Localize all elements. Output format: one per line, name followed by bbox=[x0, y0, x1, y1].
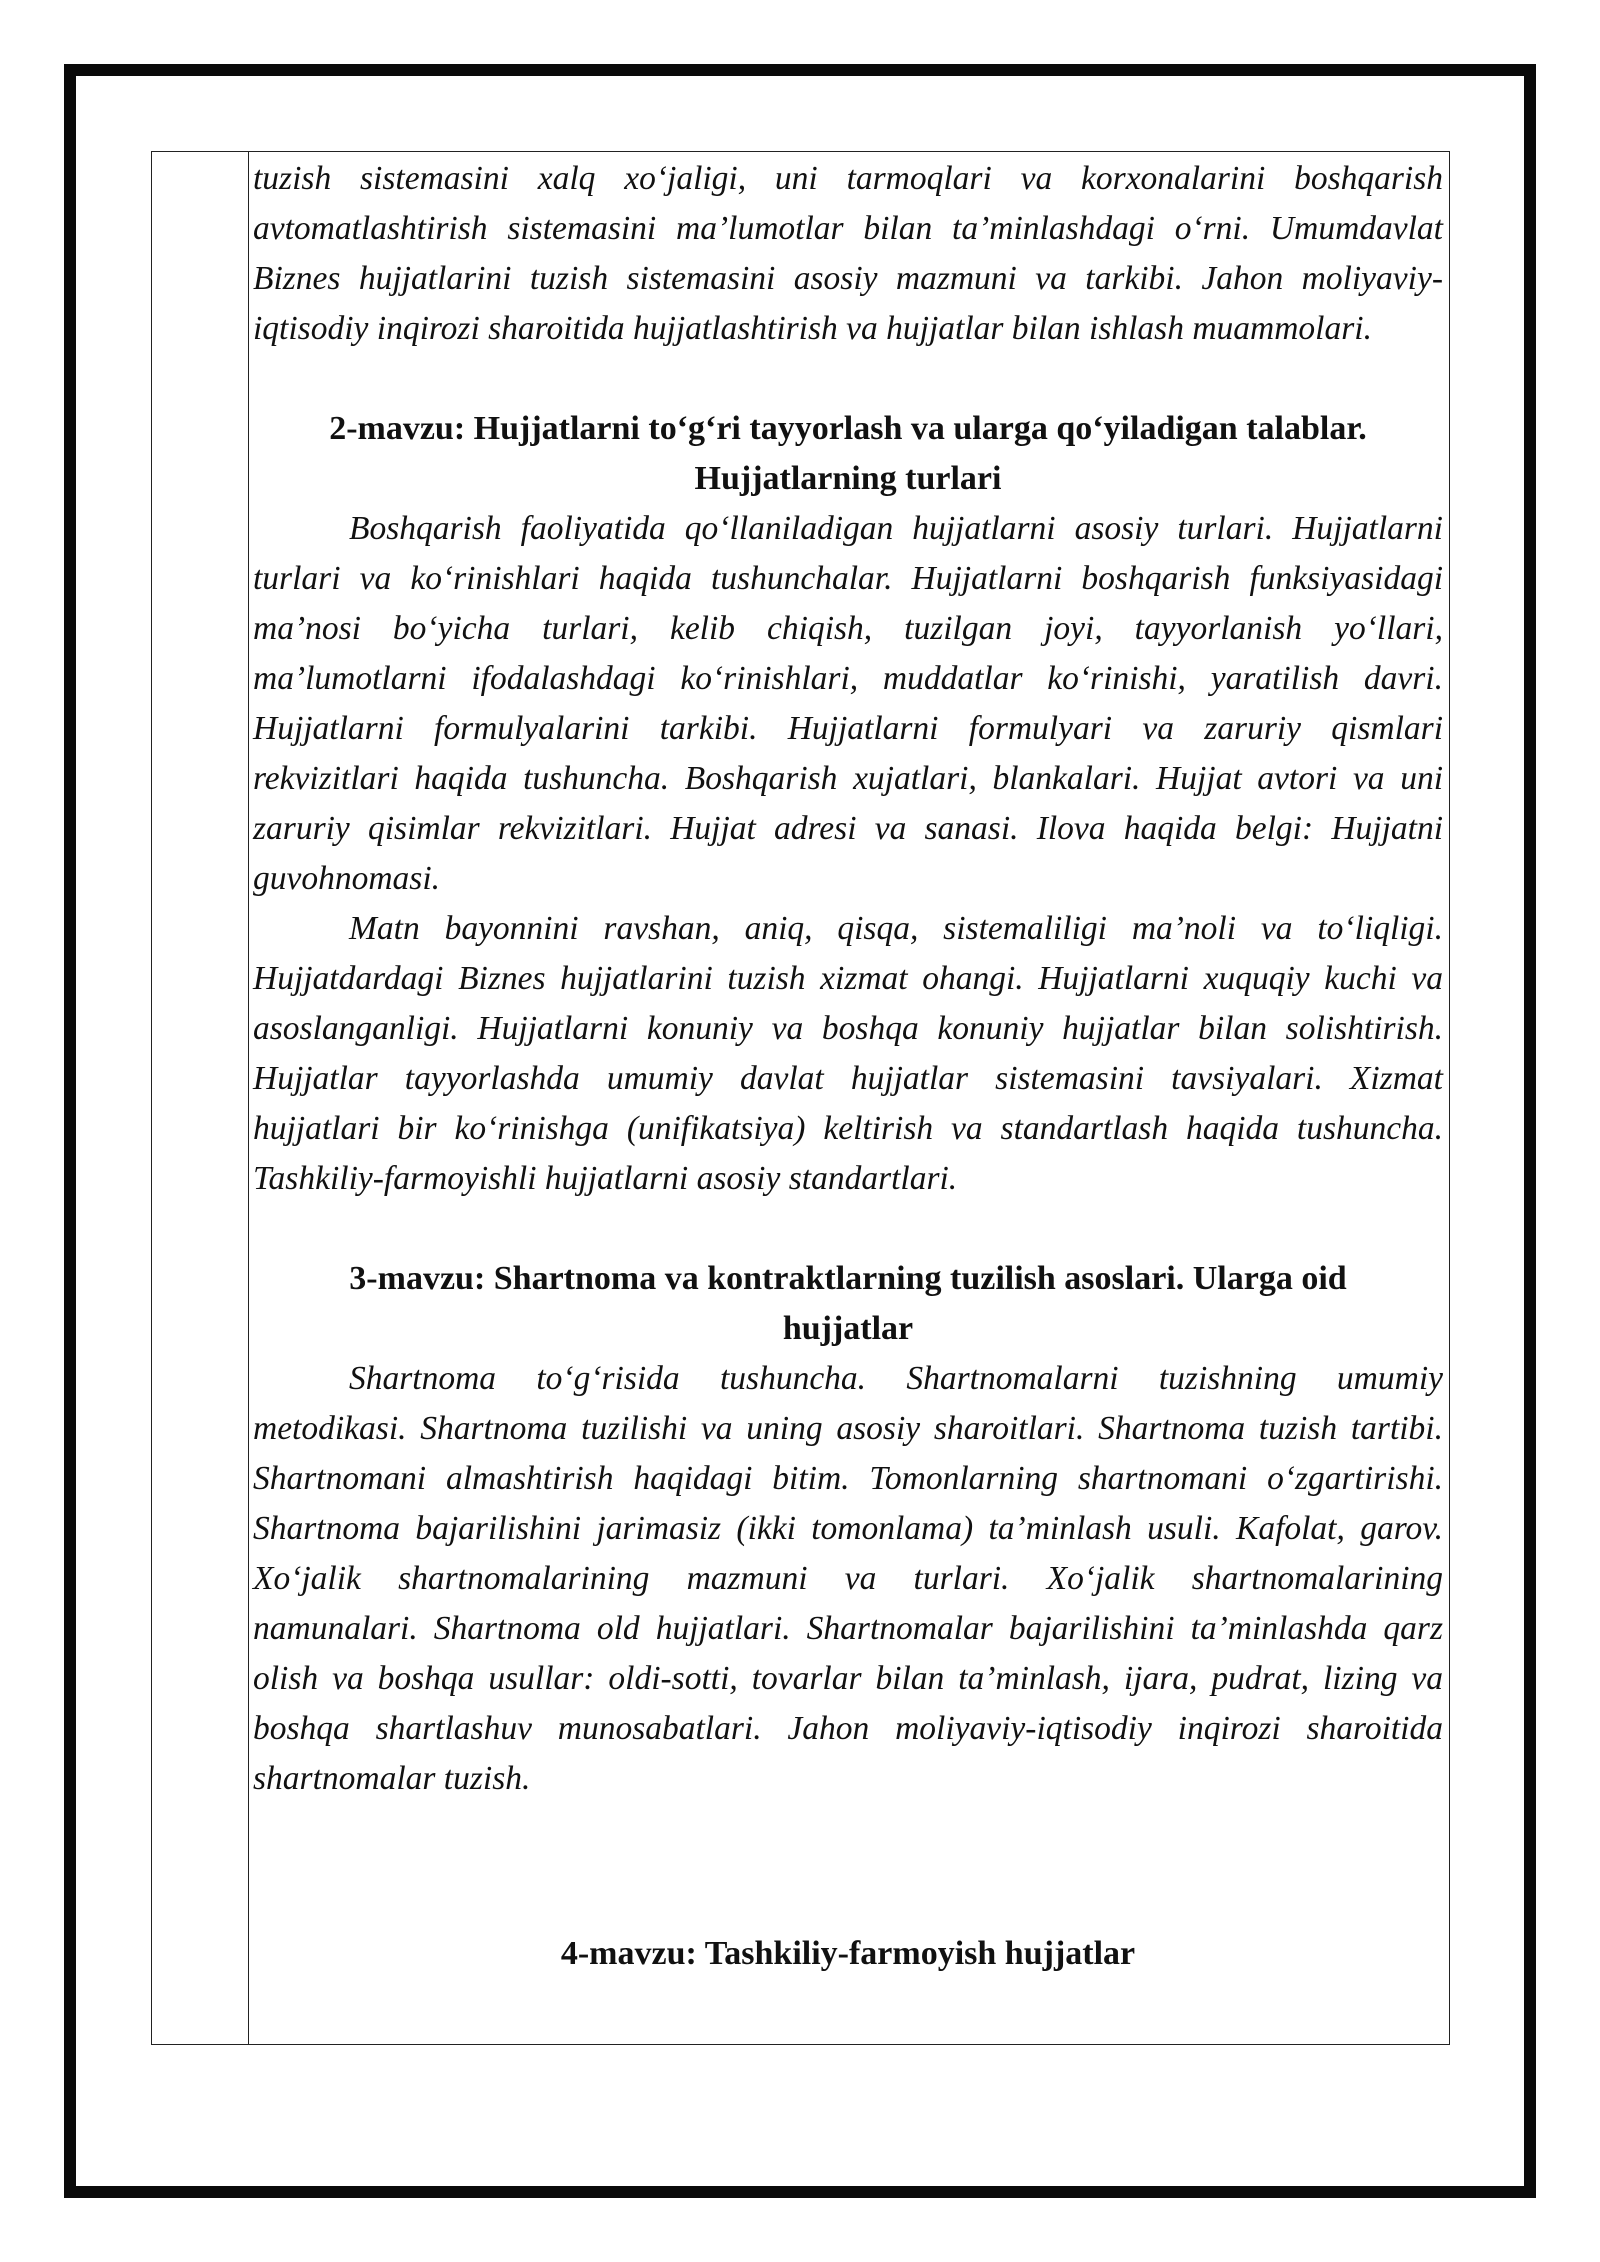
topic2-heading-line1: 2-mavzu: Hujjatlarni to‘g‘ri tayyorlash va ularga qo‘yiladigan talablar. bbox=[329, 410, 1367, 447]
topic3-paragraph1: Shartnoma to‘g‘risida tushuncha. Shartnomalarni tuzishning umumiy metodikasi. Shartnoma tuzilishi va uning asosiy sharoitlari. Shartnoma tuzish tartibi. Shartnomani almashtirish haqidagi bitim. Tomonlarning shartnomani o‘zgartirishi. Shartnoma bajarilishini jarimasiz (ikki tomonlama) ta’minlash usuli. Kafolat, garov. Xo‘jalik shartnomalarining mazmuni va turlari. Xo‘jalik shartnomalarining namunalari. Shartnoma old hujjatlari. Shartnomalar bajarilishini ta’minlashda qarz olish va boshqa usullar: oldi-sotti, tovarlar bilan ta’minlash, ijara, pudrat, lizing va boshqa shartlashuv munosabatlari. Jahon moliyaviy-iqtisodiy inqirozi sharoitida shartnomalar tuzish. bbox=[253, 1360, 1443, 1797]
intro-paragraph: tuzish sistemasini xalq xo‘jaligi, uni tarmoqlari va korxonalarini boshqarish avtomatlashtirish sistemasini ma’lumotlar bilan ta’minlashdagi o‘rni. Umumdavlat Biznes hujjatlarini tuzish sistemasini asosiy mazmuni va tarkibi. Jahon moliyaviy-iqtisodiy inqirozi sharoitida hujjatlashtirish va hujjatlar bilan ishlash muammolari. bbox=[253, 160, 1443, 347]
topic2-heading-line2: Hujjatlarning turlari bbox=[694, 460, 1002, 497]
text-column bbox=[249, 152, 1449, 2044]
topic2-paragraph1: Boshqarish faoliyatida qo‘llaniladigan hujjatlarni asosiy turlari. Hujjatlarni turlari va ko‘rinishlari haqida tushunchalar. Hujjatlarni boshqarish funksiyasidagi ma’nosi bo‘yicha turlari, kelib chiqish, tuzilgan joyi, tayyorlanish yo‘llari, ma’lumotlarni ifodalashdagi ko‘rinishlari, muddatlar ko‘rinishi, yaratilish davri. Hujjatlarni formulyalarini tarkibi. Hujjatlarni formulyari va zaruriy qismlari rekvizitlari haqida tushuncha. Boshqarish xujatlari, blankalari. Hujjat avtori va uni zaruriy qisimlar rekvizitlari. Hujjat adresi va sanasi. Ilova haqida belgi: Hujjatni guvohnomasi. bbox=[253, 510, 1443, 897]
topic2-paragraph2: Matn bayonnini ravshan, aniq, qisqa, sistemaliligi ma’noli va to‘liqligi. Hujjatdardagi Biznes hujjatlarini tuzish xizmat ohangi. Hujjatlarni xuquqiy kuchi va asoslanganligi. Hujjatlarni konuniy va boshqa konuniy hujjatlar bilan solishtirish. Hujjatlar tayyorlashda umumiy davlat hujjatlar sistemasini tavsiyalari. Xizmat hujjatlari bir ko‘rinishga (unifikatsiya) keltirish va standartlash haqida tushuncha. Tashkiliy-farmoyishli hujjatlarni asosiy standartlari. bbox=[253, 910, 1443, 1197]
spacer bbox=[253, 354, 1443, 404]
topic4-heading: 4-mavzu: Tashkiliy-farmoyish hujjatlar bbox=[560, 1935, 1136, 1972]
topic3-heading-line2: hujjatlar bbox=[782, 1310, 914, 1347]
spacer bbox=[253, 1804, 1443, 1929]
number-column bbox=[152, 152, 249, 2044]
spacer bbox=[253, 1204, 1443, 1254]
content-table bbox=[151, 151, 1450, 2045]
topic3-heading-line1: 3-mavzu: Shartnoma va kontraktlarning tuzilish asoslari. Ularga oid bbox=[349, 1260, 1347, 1297]
